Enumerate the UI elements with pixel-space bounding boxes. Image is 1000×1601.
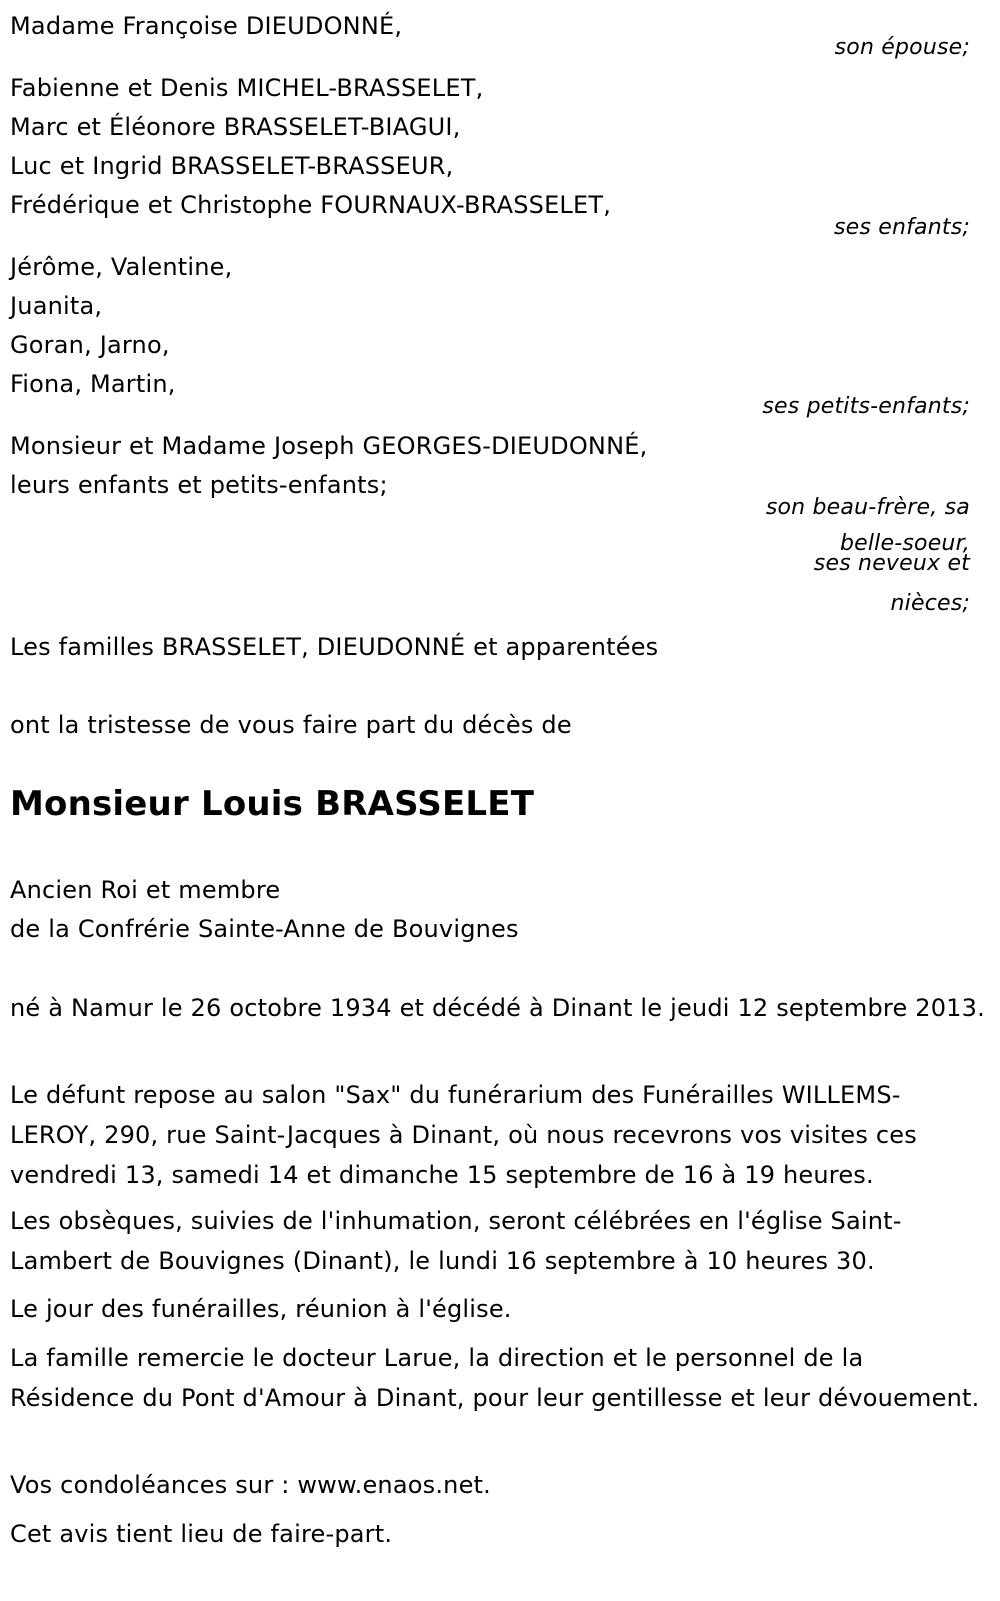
grandchild-name: Fiona, Martin, (10, 370, 176, 398)
thanks-paragraph: La famille remercie le docteur Larue, la direction et le personnel de la Résidence du Pont d'Amour à Dinant, pour leur gentillesse et leur dévouement. (10, 1344, 980, 1412)
grandchild-name: Juanita, (10, 292, 103, 320)
children-role: ses enfants; (833, 215, 970, 240)
families-line: Les familles BRASSELET, DIEUDONNÉ et apparentées (10, 633, 659, 661)
condolences-paragraph: Vos condoléances sur : www.enaos.net. (10, 1471, 491, 1499)
announcement-line: ont la tristesse de vous faire part du décès de (10, 711, 572, 739)
in-laws-role-line: nièces; (890, 591, 970, 616)
spouse-name: Madame Françoise DIEUDONNÉ, (10, 12, 403, 40)
child-name: Frédérique et Christophe FOURNAUX-BRASSELET, (10, 191, 612, 219)
child-name: Marc et Éléonore BRASSELET-BIAGUI, (10, 113, 461, 141)
visitation-paragraph: Le défunt repose au salon "Sax" du funérarium des Funérailles WILLEMS-LEROY, 290, rue Saint-Jacques à Dinant, où nous recevrons vos visites ces vendredi 13, samedi 14 et dimanche 15 septembre de 16 à 19 heures. (10, 1081, 917, 1189)
child-name: Fabienne et Denis MICHEL-BRASSELET, (10, 74, 484, 102)
in-laws-role-line: son beau-frère, sa (765, 495, 970, 520)
in-laws-role-line: ses neveux et (813, 551, 970, 576)
in-law-name: leurs enfants et petits-enfants; (10, 471, 388, 499)
in-laws-role (766, 492, 970, 624)
deceased-name: Monsieur Louis BRASSELET (10, 784, 535, 824)
grandchildren-role: ses petits-enfants; (762, 394, 970, 419)
grandchild-name: Goran, Jarno, (10, 331, 170, 359)
notice-note-paragraph: Cet avis tient lieu de faire-part. (10, 1520, 393, 1548)
in-law-name: Monsieur et Madame Joseph GEORGES-DIEUDONNÉ, (10, 432, 648, 460)
title-line: de la Confrérie Sainte-Anne de Bouvignes (10, 915, 519, 943)
in-laws-role-line: belle-soeur, (839, 531, 970, 556)
meeting-paragraph: Le jour des funérailles, réunion à l'église. (10, 1295, 512, 1323)
title-line: Ancien Roi et membre (10, 876, 281, 904)
grandchild-name: Jérôme, Valentine, (10, 253, 233, 281)
spouse-role: son épouse; (834, 35, 970, 60)
funeral-paragraph: Les obsèques, suivies de l'inhumation, seront célébrées en l'église Saint-Lambert de Bouvignes (Dinant), le lundi 16 septembre à 10 heures 30. (10, 1207, 902, 1275)
child-name: Luc et Ingrid BRASSELET-BRASSEUR, (10, 152, 454, 180)
birth-death-paragraph: né à Namur le 26 octobre 1934 et décédé à Dinant le jeudi 12 septembre 2013. (10, 994, 985, 1022)
